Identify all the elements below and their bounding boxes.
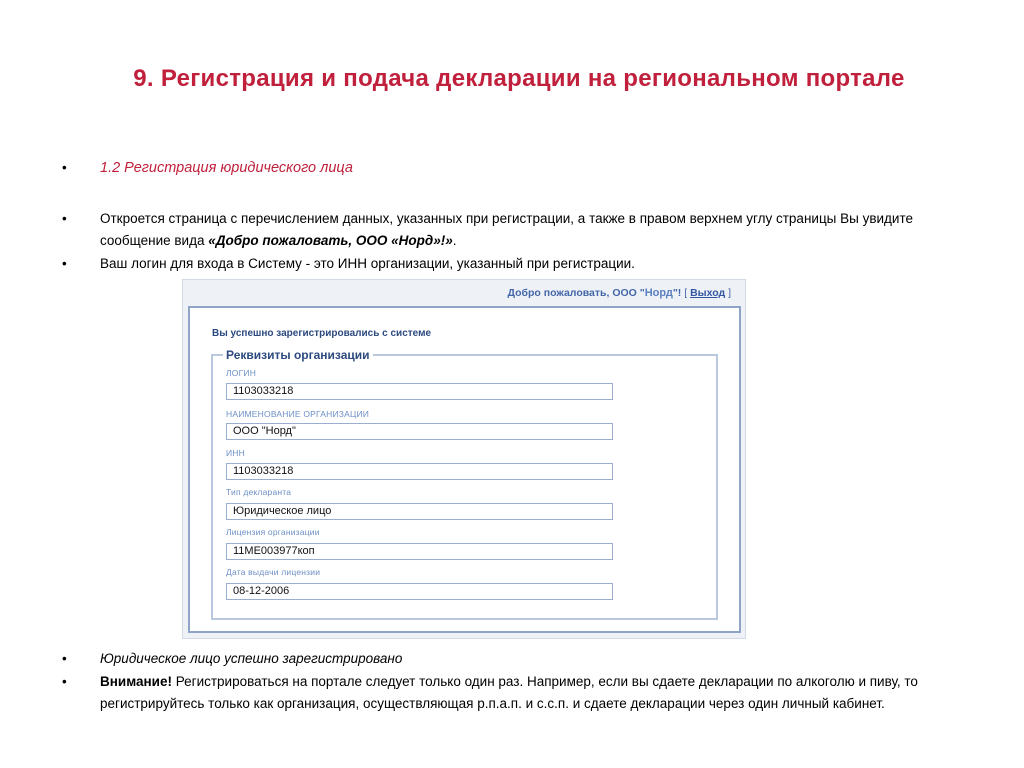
license-date-field[interactable]: 08-12-2006 [226, 583, 613, 600]
paragraph-1-end: . [452, 233, 457, 248]
field-label-inn: ИНН [226, 448, 245, 458]
paragraph-2: Ваш логин для входа в Систему - это ИНН организации, указанный при регистрации. [100, 256, 635, 271]
welcome-prefix: Добро пожаловать, ООО " [507, 287, 645, 299]
welcome-org-name: Норд [644, 287, 673, 299]
field-label-declarant-type: Тип декларанта [226, 487, 292, 497]
slide-title: 9. Регистрация и подача декларации на региональном портале [133, 65, 905, 92]
registration-panel [188, 306, 741, 633]
license-field[interactable]: 11МЕ003977коп [226, 543, 613, 560]
warning-paragraph [100, 671, 960, 715]
success-message: Вы успешно зарегистрировались с системе [212, 328, 432, 339]
field-label-login: ЛОГИН [226, 368, 257, 378]
bracket-close: ] [728, 287, 731, 299]
field-label-license: Лицензия организации [226, 527, 320, 537]
field-label-org-name: НАИМЕНОВАНИЕ ОРГАНИЗАЦИИ [226, 409, 370, 419]
bullet-icon: • [62, 160, 67, 175]
subheading: 1.2 Регистрация юридического лица [100, 160, 353, 176]
declarant-type-field[interactable]: Юридическое лицо [226, 503, 613, 520]
bullet-icon: • [62, 651, 67, 666]
paragraph-1 [100, 208, 960, 252]
login-field[interactable]: 1103033218 [226, 383, 613, 400]
warning-text: Регистрироваться на портале следует только один раз. Например, если вы сдаете декларации по алкоголю и пиву, то регистрируйтесь только как организация, осуществляющая р.п.а.п. и с.с.п. и сдаете декларации через один личный кабинет. [100, 674, 918, 711]
inn-field[interactable]: 1103033218 [226, 463, 613, 480]
logout-link[interactable]: Выход [690, 287, 726, 299]
registration-screenshot [182, 279, 746, 639]
bullet-icon: • [62, 256, 67, 271]
warning-label: Внимание! [100, 674, 172, 689]
field-label-license-date: Дата выдачи лицензии [226, 567, 321, 577]
bullet-icon: • [62, 211, 67, 226]
welcome-suffix: "! [672, 287, 682, 299]
welcome-quote: «Добро пожаловать, ООО «Норд»!» [208, 233, 453, 248]
bullet-icon: • [62, 674, 67, 689]
org-name-field[interactable]: ООО "Норд" [226, 423, 613, 440]
bracket-open: [ [684, 287, 688, 299]
paragraph-1-text: Откроется страница с перечислением данных, указанных при регистрации, а также в правом верхнем углу страницы Вы увидите сообщение вида [100, 211, 914, 248]
welcome-message [508, 287, 731, 299]
success-note: Юридическое лицо успешно зарегистрировано [100, 651, 403, 666]
fieldset-title: Реквизиты организации [223, 348, 373, 362]
organization-details-fieldset [211, 348, 718, 620]
